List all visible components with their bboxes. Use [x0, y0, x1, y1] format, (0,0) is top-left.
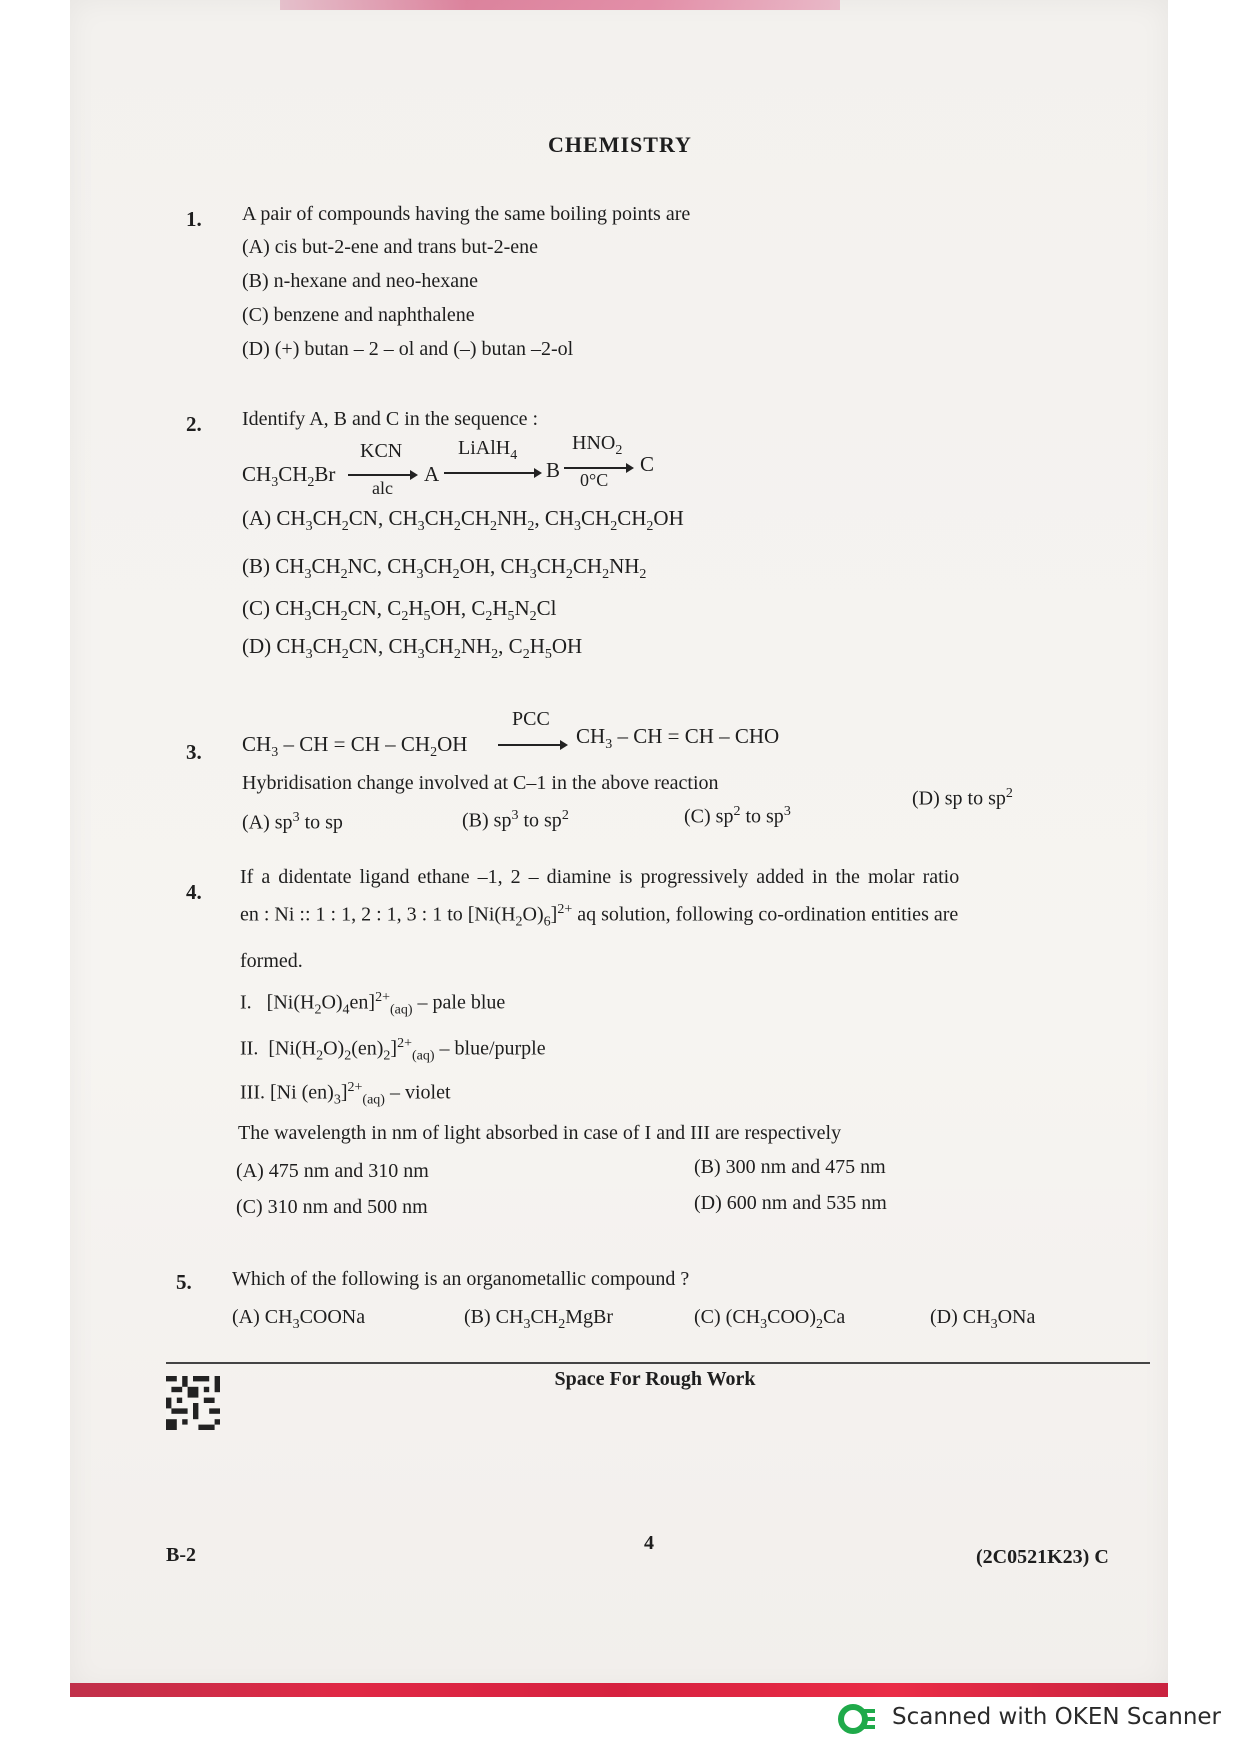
- product-b: B: [546, 458, 561, 482]
- option-b: (B) $CH_3CH_2MgBr$: [464, 1306, 614, 1332]
- reagent: PCC: [512, 708, 550, 730]
- question-stem: Hybridisation change involved at C–1 in the above reaction: [242, 772, 719, 794]
- entity-i: I. $[Ni(H_2O)_4en]^{2+}_{(aq)}$ – pale blue: [240, 990, 506, 1018]
- page-title: CHEMISTRY: [548, 132, 692, 157]
- question-stem-line-3: formed.: [240, 950, 303, 972]
- reaction-arrow-1: [348, 474, 416, 476]
- reagent-3: $HNO_2$: [572, 432, 623, 458]
- rough-work-label: Space For Rough Work: [554, 1368, 756, 1390]
- question-ask: The wavelength in nm of light absorbed in case of I and III are respectively: [238, 1122, 842, 1144]
- option-b: (B) 300 nm and 475 nm: [694, 1156, 886, 1178]
- option-d: (D) sp to $sp^2$: [912, 786, 1013, 810]
- option-b: (B) $CH_3CH_2NC$, $CH_3CH_2OH$, $CH_3CH_2CH_2NH_2$: [242, 554, 647, 583]
- question-stem: Which of the following is an organometallic compound ?: [232, 1268, 690, 1290]
- page-number: 4: [644, 1532, 654, 1554]
- option-d: (D) $CH_3ONa$: [930, 1306, 1036, 1332]
- question-number: 4.: [186, 880, 202, 904]
- option-a: (A) 475 nm and 310 nm: [236, 1160, 429, 1182]
- product-c: C: [640, 452, 655, 476]
- reagent-1-condition: alc: [372, 478, 393, 498]
- reactant: $CH_3$ – CH = CH – $CH_2OH$: [242, 732, 468, 761]
- question-stem: Identify A, B and C in the sequence :: [242, 408, 539, 430]
- entity-iii: III. [Ni $(en)_3]^{2+}_{(aq)}$ – violet: [240, 1080, 451, 1108]
- question-number: 3.: [186, 740, 202, 764]
- option-a: (A) $CH_3CH_2CN$, $CH_3CH_2CH_2NH_2$, $CH_3CH_2CH_2OH$: [242, 506, 684, 535]
- option-c: (C) $sp^2$ to $sp^3$: [684, 804, 791, 828]
- reaction-arrow: [498, 744, 566, 746]
- question-number: 1.: [186, 207, 202, 231]
- option-c: (C) benzene and naphthalene: [242, 304, 475, 326]
- option-a: (A) $CH_3COONa$: [232, 1306, 366, 1332]
- question-number: 5.: [176, 1270, 192, 1294]
- question-stem-line-1: If a didentate ligand ethane –1, 2 – diamine is progressively added in the molar ratio: [240, 866, 960, 888]
- reagent-3-condition: 0°C: [580, 470, 609, 490]
- reagent-1: KCN: [360, 440, 403, 462]
- option-d: (D) $CH_3CH_2CN$, $CH_3CH_2NH_2$, $C_2H_5OH$: [242, 634, 583, 663]
- option-a: (A) $sp^3$ to sp: [242, 810, 343, 834]
- question-stem-line-2: en : Ni :: 1 : 1, 2 : 1, 3 : 1 to $[Ni(H_2O)_6]^{2+}$ aq solution, following co-ordination entities are: [240, 902, 959, 930]
- option-b: (B) $sp^3$ to $sp^2$: [462, 808, 569, 832]
- barcode-icon: [166, 1376, 220, 1430]
- scanner-logo-icon: [838, 1703, 876, 1735]
- product-a: A: [424, 462, 440, 486]
- bottom-color-band: [70, 1683, 1168, 1697]
- reaction-arrow-3: [564, 467, 632, 469]
- question-number: 2.: [186, 412, 202, 436]
- option-a: (A) cis but-2-ene and trans but-2-ene: [242, 236, 538, 258]
- product: $CH_3$ – CH = CH – CHO: [576, 724, 780, 753]
- top-color-band: [280, 0, 840, 10]
- start-compound: $CH_3CH_2Br$: [242, 462, 336, 491]
- reagent-2: LiAlH$_4$: [458, 437, 518, 463]
- entity-ii: II. $[Ni(H_2O)_2(en)_2]^{2+}_{(aq)}$ – blue/purple: [240, 1036, 546, 1064]
- option-b: (B) n-hexane and neo-hexane: [242, 270, 479, 292]
- footer-code: B-2: [166, 1544, 196, 1566]
- reaction-arrow-2: [444, 472, 540, 474]
- scanner-watermark: Scanned with OKEN Scanner: [892, 1704, 1221, 1730]
- rough-work-divider: [166, 1362, 1150, 1364]
- exam-page: [70, 0, 1168, 1690]
- paper-code: (2C0521K23) C: [976, 1546, 1109, 1568]
- option-d: (D) (+) butan – 2 – ol and (–) butan –2-ol: [242, 338, 574, 360]
- option-c: (C) $CH_3CH_2CN$, $C_2H_5OH$, $C_2H_5N_2Cl$: [242, 596, 557, 625]
- question-stem: A pair of compounds having the same boiling points are: [242, 203, 691, 225]
- option-d: (D) 600 nm and 535 nm: [694, 1192, 887, 1214]
- option-c: (C) $(CH_3COO)_2Ca$: [694, 1306, 846, 1332]
- option-c: (C) 310 nm and 500 nm: [236, 1196, 428, 1218]
